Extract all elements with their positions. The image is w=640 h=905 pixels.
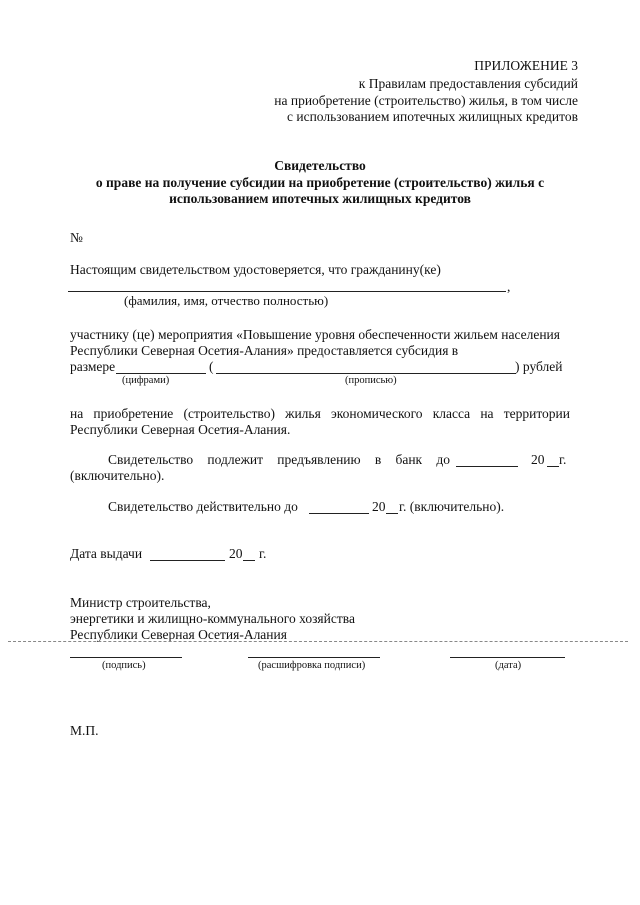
amount-words-field xyxy=(216,373,516,374)
appendix-line-2: на приобретение (строительство) жилья, в том числе xyxy=(274,93,578,108)
participant-line-1: участнику (це) мероприятия «Повышение уровня обеспеченности жильем населения xyxy=(70,327,560,342)
heading-line-1: Свидетельство xyxy=(274,158,366,173)
bank-year-suffix: г. xyxy=(559,452,567,467)
number-label: № xyxy=(70,230,83,245)
issue-year: 20 xyxy=(229,546,243,561)
signature-date-field xyxy=(450,657,565,658)
caption-digits: (цифрами) xyxy=(122,375,170,386)
bank-year-field xyxy=(547,466,559,467)
valid-date-field xyxy=(309,513,369,514)
valid-end: г. (включительно). xyxy=(399,499,505,514)
minister-line-1: Министр строительства, xyxy=(70,595,211,610)
scan-artifact-line xyxy=(8,641,628,642)
issue-label: Дата выдачи xyxy=(70,546,143,561)
bank-line-2: (включительно). xyxy=(70,468,165,483)
caption-words: (прописью) xyxy=(345,375,397,386)
heading-line-3: использованием ипотечных жилищных кредитов xyxy=(169,191,471,206)
amount-label: размере xyxy=(70,359,116,374)
citizen-comma: , xyxy=(507,279,511,294)
minister-line-3: Республики Северная Осетия-Алания xyxy=(70,627,287,642)
valid-year: 20 xyxy=(372,499,386,514)
issue-end: г. xyxy=(259,546,267,561)
amount-digits-field xyxy=(116,373,206,374)
rubles-label: ) рублей xyxy=(515,359,563,374)
citizen-name-field xyxy=(68,291,506,292)
appendix-line-3: с использованием ипотечных жилищных кредитов xyxy=(286,109,578,124)
issue-year-field xyxy=(243,560,255,561)
citizen-text: Настоящим свидетельством удостоверяется, что гражданину(ке) xyxy=(70,262,441,277)
heading-line-2: о праве на получение субсидии на приобретение (строительство) жилья с xyxy=(95,175,545,190)
minister-line-2: энергетики и жилищно-коммунального хозяйства xyxy=(70,611,355,626)
appendix-title: ПРИЛОЖЕНИЕ 3 xyxy=(474,58,578,73)
caption-decode: (расшифровка подписи) xyxy=(258,660,366,671)
citizen-caption: (фамилия, имя, отчество полностью) xyxy=(124,293,329,308)
participant-line-2: Республики Северная Осетия-Алания» предоставляется субсидия в xyxy=(70,343,459,358)
appendix-line-1: к Правилам предоставления субсидий xyxy=(358,76,578,91)
signature-field xyxy=(70,657,182,658)
bank-year-prefix: 20 xyxy=(531,452,545,467)
caption-date: (дата) xyxy=(495,660,522,671)
stamp-place: М.П. xyxy=(70,723,99,738)
signature-decode-field xyxy=(248,657,380,658)
open-paren: ( xyxy=(209,359,214,374)
caption-signature: (подпись) xyxy=(102,660,146,671)
bank-date-field xyxy=(456,466,518,467)
bank-line-1: Свидетельство подлежит предъявлению в банк до xyxy=(108,452,450,467)
valid-year-field xyxy=(386,513,398,514)
purpose-line-1: на приобретение (строительство) жилья экономического класса на территории xyxy=(70,406,570,421)
purpose-line-2: Республики Северная Осетия-Алания. xyxy=(70,422,291,437)
issue-date-field xyxy=(150,560,225,561)
valid-text: Свидетельство действительно до xyxy=(108,499,298,514)
